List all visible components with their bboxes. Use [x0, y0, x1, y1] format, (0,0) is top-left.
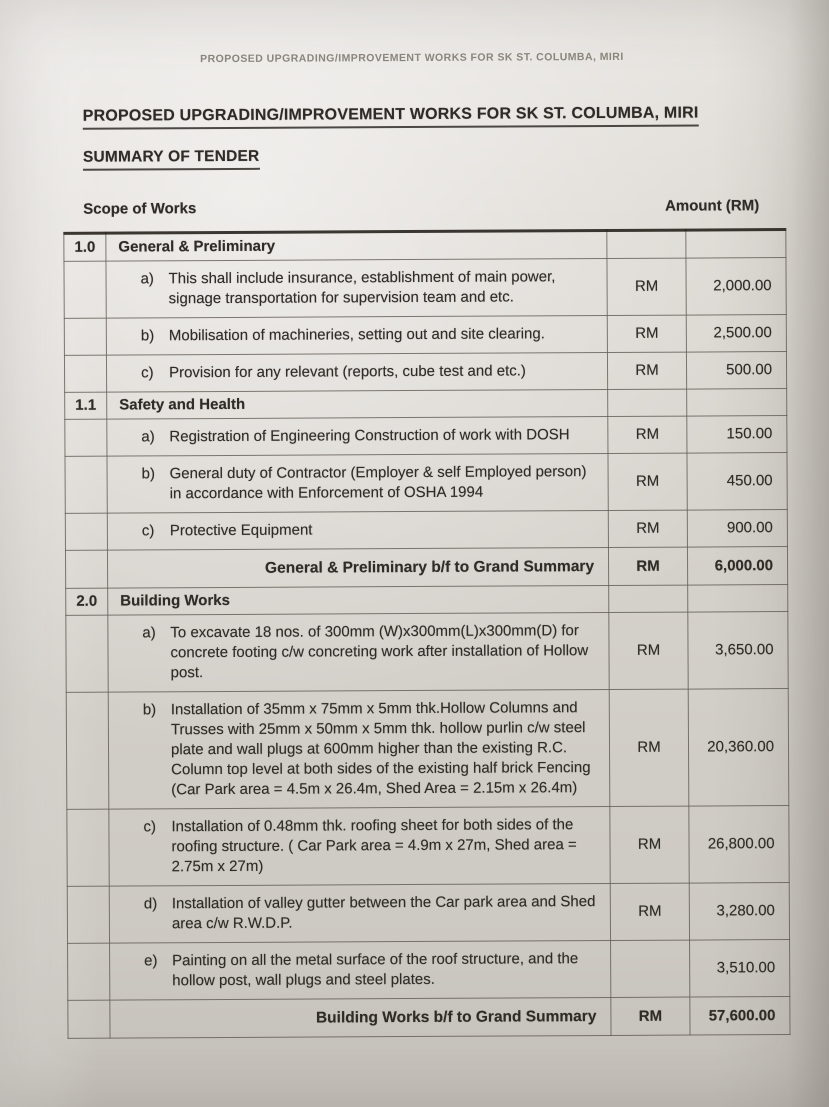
item-description: Installation of valley gutter between the Car park area and Shed area c/w R.W.D.P. — [171, 893, 596, 933]
item-number-cell — [65, 513, 107, 550]
item-description: This shall include insurance, establishment of main power, signage transportation for supervision team and etc. — [168, 268, 556, 308]
item-number-cell — [67, 886, 109, 943]
section-row — [65, 389, 787, 420]
section-number-cell: 1.1 — [65, 392, 107, 419]
item-row — [67, 806, 789, 887]
item-row — [64, 258, 786, 319]
tender-table-body — [64, 230, 790, 1039]
amount-cell: 3,510.00 — [690, 940, 790, 998]
amount-cell: 3,650.00 — [688, 612, 788, 690]
currency-cell: RM — [608, 453, 687, 510]
item-description-cell — [107, 510, 608, 550]
section-number-cell: 1.0 — [64, 233, 106, 261]
subtotal-label-cell: General & Preliminary b/f to Grand Summary — [107, 547, 608, 588]
scope-of-works-header: Scope of Works — [83, 200, 197, 218]
item-description-cell — [106, 352, 607, 392]
item-description: Provision for any relevant (reports, cube test and etc.) — [169, 362, 526, 382]
subtotal-label-cell: Building Works b/f to Grand Summary — [110, 997, 611, 1038]
item-description-cell — [107, 453, 608, 513]
item-description-cell — [108, 612, 609, 692]
item-label: e) — [144, 952, 158, 970]
item-row — [65, 416, 787, 457]
document-title — [83, 104, 827, 130]
item-row — [64, 315, 786, 356]
document-subtitle — [83, 145, 827, 171]
amount-cell: 900.00 — [687, 510, 787, 548]
currency-cell: RM — [607, 315, 686, 352]
amount-cell: 2,500.00 — [686, 315, 786, 353]
item-number-cell — [66, 692, 109, 809]
amount-cell — [686, 230, 786, 259]
amount-cell: 150.00 — [687, 416, 787, 454]
item-number-cell — [68, 943, 110, 1000]
item-label: c) — [141, 364, 154, 382]
item-description: Installation of 35mm x 75mm x 5mm thk.Hollow Columns and Trusses with 25mm x 50mm x 5mm thk. hollow purlin c/w steel plate and wall plugs at 600mm higher than the existing R.C. Column top level at both sides of the existing half brick Fencing (Car Park area = 4.5m x 26.4m, Shed Area = 2.15m x 26.4m) — [170, 699, 591, 799]
currency-cell: RM — [609, 612, 688, 689]
item-number-cell — [64, 318, 106, 355]
amount-cell: 26,800.00 — [689, 806, 789, 884]
item-label: d) — [143, 895, 158, 913]
item-row — [66, 689, 789, 810]
section-row — [66, 585, 788, 616]
item-row — [68, 940, 790, 1001]
item-row — [67, 883, 789, 944]
item-label: b) — [142, 701, 157, 719]
amount-cell — [687, 389, 787, 417]
item-row — [65, 453, 787, 514]
amount-cell: 2,000.00 — [686, 258, 786, 316]
currency-cell: RM — [610, 806, 689, 883]
item-description-cell — [108, 689, 610, 809]
item-description-cell — [107, 416, 608, 456]
section-number-cell: 2.0 — [66, 588, 108, 615]
item-row — [66, 612, 788, 693]
currency-cell — [608, 389, 687, 416]
section-row — [64, 230, 786, 262]
subtotal-row — [65, 547, 787, 589]
currency-cell — [607, 230, 686, 258]
item-number-cell — [64, 355, 106, 392]
currency-cell: RM — [608, 416, 687, 453]
item-number-cell — [68, 1000, 110, 1038]
item-number-cell — [65, 419, 107, 456]
amount-cell: 500.00 — [686, 352, 786, 390]
item-label: c) — [143, 818, 156, 836]
section-title-cell: Building Works — [108, 585, 609, 615]
item-label: a) — [141, 428, 155, 446]
item-label: b) — [140, 327, 155, 345]
item-number-cell — [65, 550, 107, 588]
item-label: b) — [141, 465, 155, 483]
item-description: Registration of Engineering Construction of work with DOSH — [169, 426, 570, 446]
item-description: General duty of Contractor (Employer & self Employed person) in accordance with Enforcement of OSHA 1994 — [169, 463, 587, 503]
amount-header: Amount (RM) — [664, 197, 760, 215]
table-column-headers — [83, 197, 759, 218]
item-description: Protective Equipment — [169, 521, 313, 540]
currency-cell — [611, 940, 690, 997]
currency-cell: RM — [611, 997, 690, 1035]
item-description-cell — [106, 258, 607, 318]
document-subtitle-text: SUMMARY OF TENDER — [83, 148, 260, 171]
amount-cell: 57,600.00 — [690, 997, 790, 1036]
amount-cell: 450.00 — [687, 453, 787, 511]
currency-cell: RM — [608, 510, 687, 547]
amount-cell: 3,280.00 — [689, 883, 789, 941]
currency-cell: RM — [608, 547, 687, 585]
item-number-cell — [64, 261, 106, 318]
item-number-cell — [67, 809, 109, 886]
subtotal-row — [68, 997, 790, 1039]
item-row — [64, 352, 786, 393]
item-description-cell — [109, 806, 610, 886]
item-label: a) — [140, 270, 154, 288]
section-title-cell: General & Preliminary — [106, 230, 607, 261]
item-label: a) — [142, 624, 156, 642]
amount-cell: 20,360.00 — [688, 689, 789, 807]
amount-cell: 6,000.00 — [687, 547, 787, 586]
running-header: PROPOSED UPGRADING/IMPROVEMENT WORKS FOR SK ST. COLUMBA, MIRI — [200, 50, 624, 66]
item-description-cell — [110, 940, 611, 1000]
item-label: c) — [141, 522, 155, 540]
section-title-cell: Safety and Health — [107, 389, 608, 419]
document-title-text: PROPOSED UPGRADING/IMPROVEMENT WORKS FOR SK ST. COLUMBA, MIRI — [83, 105, 699, 130]
tender-summary-table — [63, 228, 790, 1039]
currency-cell: RM — [607, 352, 686, 389]
item-number-cell — [65, 456, 107, 513]
item-number-cell — [66, 615, 108, 692]
item-description-cell — [106, 315, 607, 355]
item-row — [65, 510, 787, 551]
item-description: Installation of 0.48mm thk. roofing sheet for both sides of the roofing structure. ( Car Park area = 4.9m x 27m, Shed area = 2.75m x 27m) — [171, 816, 577, 876]
currency-cell: RM — [607, 258, 686, 315]
amount-cell — [688, 585, 788, 613]
currency-cell: RM — [609, 689, 689, 806]
currency-cell — [609, 585, 688, 612]
item-description: To excavate 18 nos. of 300mm (W)x300mm(L)x300mm(D) for concrete footing c/w concreting work after installation of Hollow post. — [170, 622, 589, 682]
item-description: Mobilisation of machineries, setting out and site clearing. — [168, 325, 545, 345]
item-description-cell — [109, 883, 610, 943]
currency-cell: RM — [610, 883, 689, 940]
item-description: Painting on all the metal surface of the roof structure, and the hollow post, wall plugs and steel plates. — [172, 950, 579, 990]
